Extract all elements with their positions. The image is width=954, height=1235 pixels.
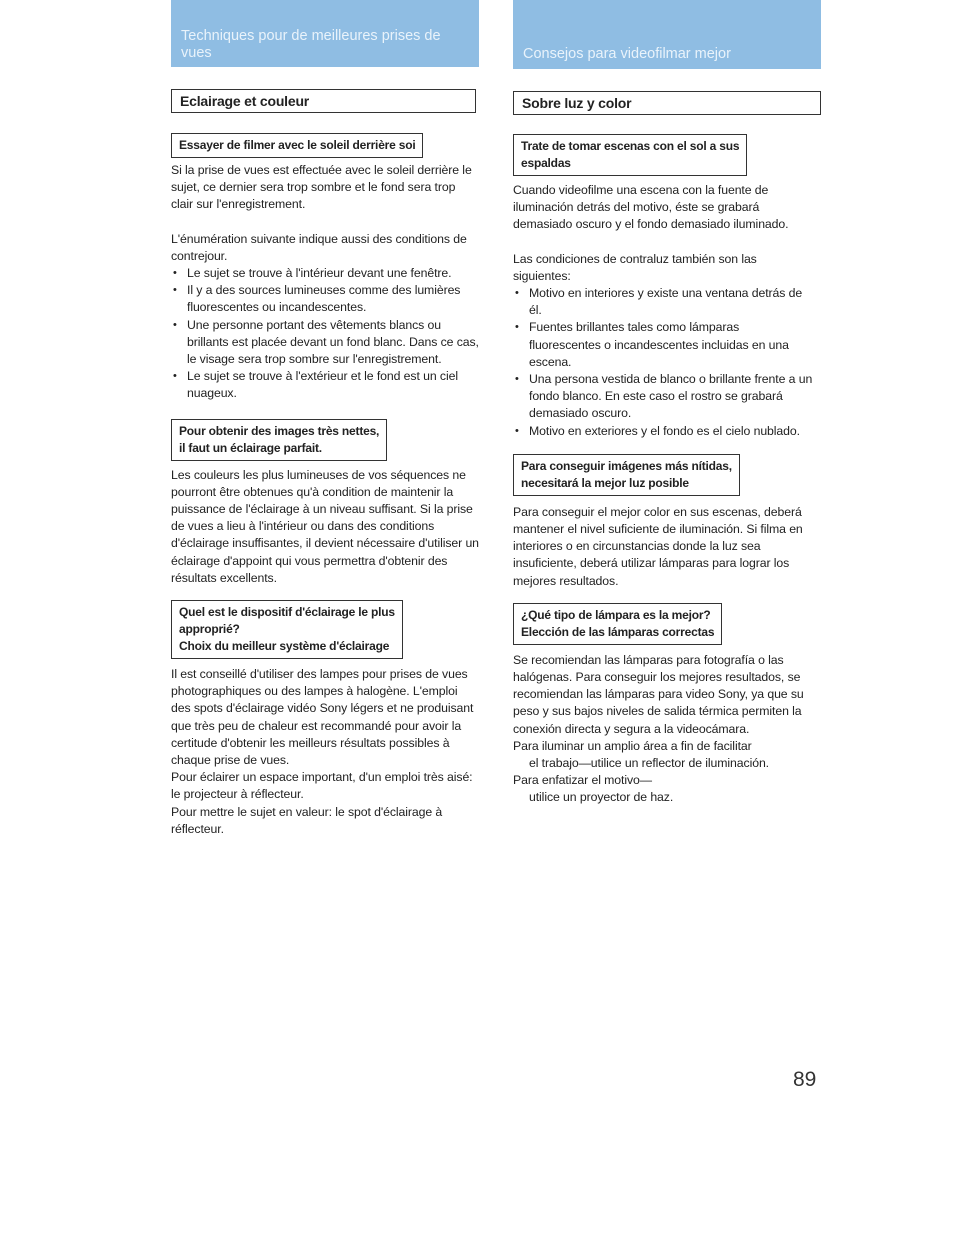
spanish-subheading-line: Trate de tomar escenas con el sol a sus xyxy=(521,139,740,153)
french-subheading-lighting-device xyxy=(171,600,403,659)
list-item: • Le sujet se trouve à l'intérieur devant une fenêtre. xyxy=(171,265,479,282)
spanish-subheading-backlight xyxy=(513,134,747,176)
french-banner-title: Techniques pour de meilleures prises de vues xyxy=(181,28,441,61)
list-item: • Une personne portant des vêtements blancs ou brillants est placée devant un fond blanc. Dans ce cas, le visage sera trop sombre sur l'enregistrement. xyxy=(171,317,479,369)
french-subheading-line: Pour obtenir des images très nettes, xyxy=(179,423,380,438)
french-subheading-line: il faut un éclairage parfait. xyxy=(179,440,322,455)
french-paragraph-backlight: Si la prise de vues est effectuée avec le soleil derrière le sujet, ce dernier sera trop sombre et le fond sera trop clair sur l'enregistrement. xyxy=(171,163,472,212)
spanish-column xyxy=(513,0,813,807)
spanish-paragraph-colors: Para conseguir el mejor color en sus escenas, deberá mantener el nivel suficiente de iluminación. Si filma en interiores o en circunstancias donde la luz sea insuficiente, deberá utilizar lámparas para lograr los mejores resultados. xyxy=(513,504,803,588)
french-conditions-list xyxy=(171,265,479,403)
french-section-title: Eclairage et couleur xyxy=(171,89,476,113)
spanish-subheading-line: Elección de las lámparas correctas xyxy=(521,624,715,639)
spanish-subheading-line: necesitará la mejor luz posible xyxy=(521,475,689,490)
french-paragraph-conditions: L'énumération suivante indique aussi des conditions de contrejour. xyxy=(171,231,467,263)
spanish-paragraph-emphasize-1: Para enfatizar el motivo— xyxy=(513,773,652,788)
list-item: • Una persona vestida de blanco o brillante frente a un fondo blanco. En este caso el rostro se grabará demasiado oscuro. xyxy=(513,371,813,423)
list-item: • Fuentes brillantes tales como lámparas fluorescentes o incandescentes incluidas en una escena. xyxy=(513,319,813,371)
spanish-subheading-sharp-images xyxy=(513,454,740,496)
french-subheading-backlight-text: Essayer de filmer avec le soleil derrière soi xyxy=(179,138,416,152)
list-item: • Motivo en exteriores y el fondo es el cielo nublado. xyxy=(513,423,813,440)
spanish-paragraph-reflector-1: Para iluminar un amplio área a fin de facilitar xyxy=(513,738,752,753)
spanish-paragraph-reflector-2: el trabajo—utilice un reflector de iluminación. xyxy=(529,756,769,771)
spanish-paragraph-backlight: Cuando videofilme una escena con la fuente de iluminación detrás del motivo, éste se grabará demasiado oscuro y el fondo demasiado iluminado. xyxy=(513,183,789,232)
list-item: • Il y a des sources lumineuses comme des lumières fluorescentes ou incandescentes. xyxy=(171,282,479,316)
spanish-paragraph-conditions: Las condiciones de contraluz también son las siguientes: xyxy=(513,251,757,283)
french-subheading-backlight xyxy=(171,133,423,158)
french-paragraph-lamps: Il est conseillé d'utiliser des lampes pour prises de vues photographiques ou des lampes à halogène. L'emploi des spots d'éclairage vidéo Sony légers et ne produisant que très peu de chaleur est recommandé pour avoir la certitude d'obtenir les meilleurs résultats possibles à chaque prise de vues. xyxy=(171,667,474,768)
french-paragraph-colors: Les couleurs les plus lumineuses de vos séquences ne pourront être obtenues qu'à condition de maintenir la puissance de l'éclairage à un niveau suffisant. Si la prise de vues a lieu à l'intérieur ou dans des conditions d'éclairage insuffisantes, il devient nécessaire d'utiliser un éclairage d'appoint qui vous permettra d'obtenir des résultats excellents. xyxy=(171,467,479,585)
french-paragraph-spot: Pour mettre le sujet en valeur: le spot d'éclairage à réflecteur. xyxy=(171,804,443,836)
french-banner xyxy=(171,0,479,67)
french-column xyxy=(171,0,479,838)
spanish-subheading-lamp-type xyxy=(513,603,722,645)
french-paragraph-projector: Pour éclairer un espace important, d'un emploi très aisé: le projecteur à réflecteur. xyxy=(171,770,473,802)
list-item: • Motivo en interiores y existe una ventana detrás de él. xyxy=(513,285,813,319)
list-item: • Le sujet se trouve à l'extérieur et le fond est un ciel nuageux. xyxy=(171,368,479,402)
spanish-subheading-line: Para conseguir imágenes más nítidas, xyxy=(521,458,732,473)
french-subheading-line: Quel est le dispositif d'éclairage le plus xyxy=(179,605,395,620)
spanish-paragraph-emphasize-2: utilice un proyector de haz. xyxy=(529,790,674,805)
spanish-section-title: Sobre luz y color xyxy=(513,91,821,115)
spanish-subheading-line: ¿Qué tipo de lámpara es la mejor? xyxy=(521,607,711,622)
spanish-subheading-line: espaldas xyxy=(521,156,571,170)
spanish-paragraph-lamps: Se recomiendan las lámparas para fotografía o las halógenas. Para conseguir los mejores resultados, se recomiendan las lámparas para video Sony, ya que su peso y sus bajos niveles de salida térmica permiten la conexión directa y segura a la videocámara. xyxy=(513,652,804,736)
page-number: 89 xyxy=(793,1068,817,1091)
spanish-conditions-list xyxy=(513,285,813,440)
french-subheading-line: approprié? xyxy=(179,622,240,637)
french-subheading-line: Choix du meilleur système d'éclairage xyxy=(179,639,390,654)
spanish-banner xyxy=(513,0,821,69)
french-subheading-sharp-images xyxy=(171,419,387,461)
spanish-banner-title: Consejos para videofilmar mejor xyxy=(523,46,731,62)
